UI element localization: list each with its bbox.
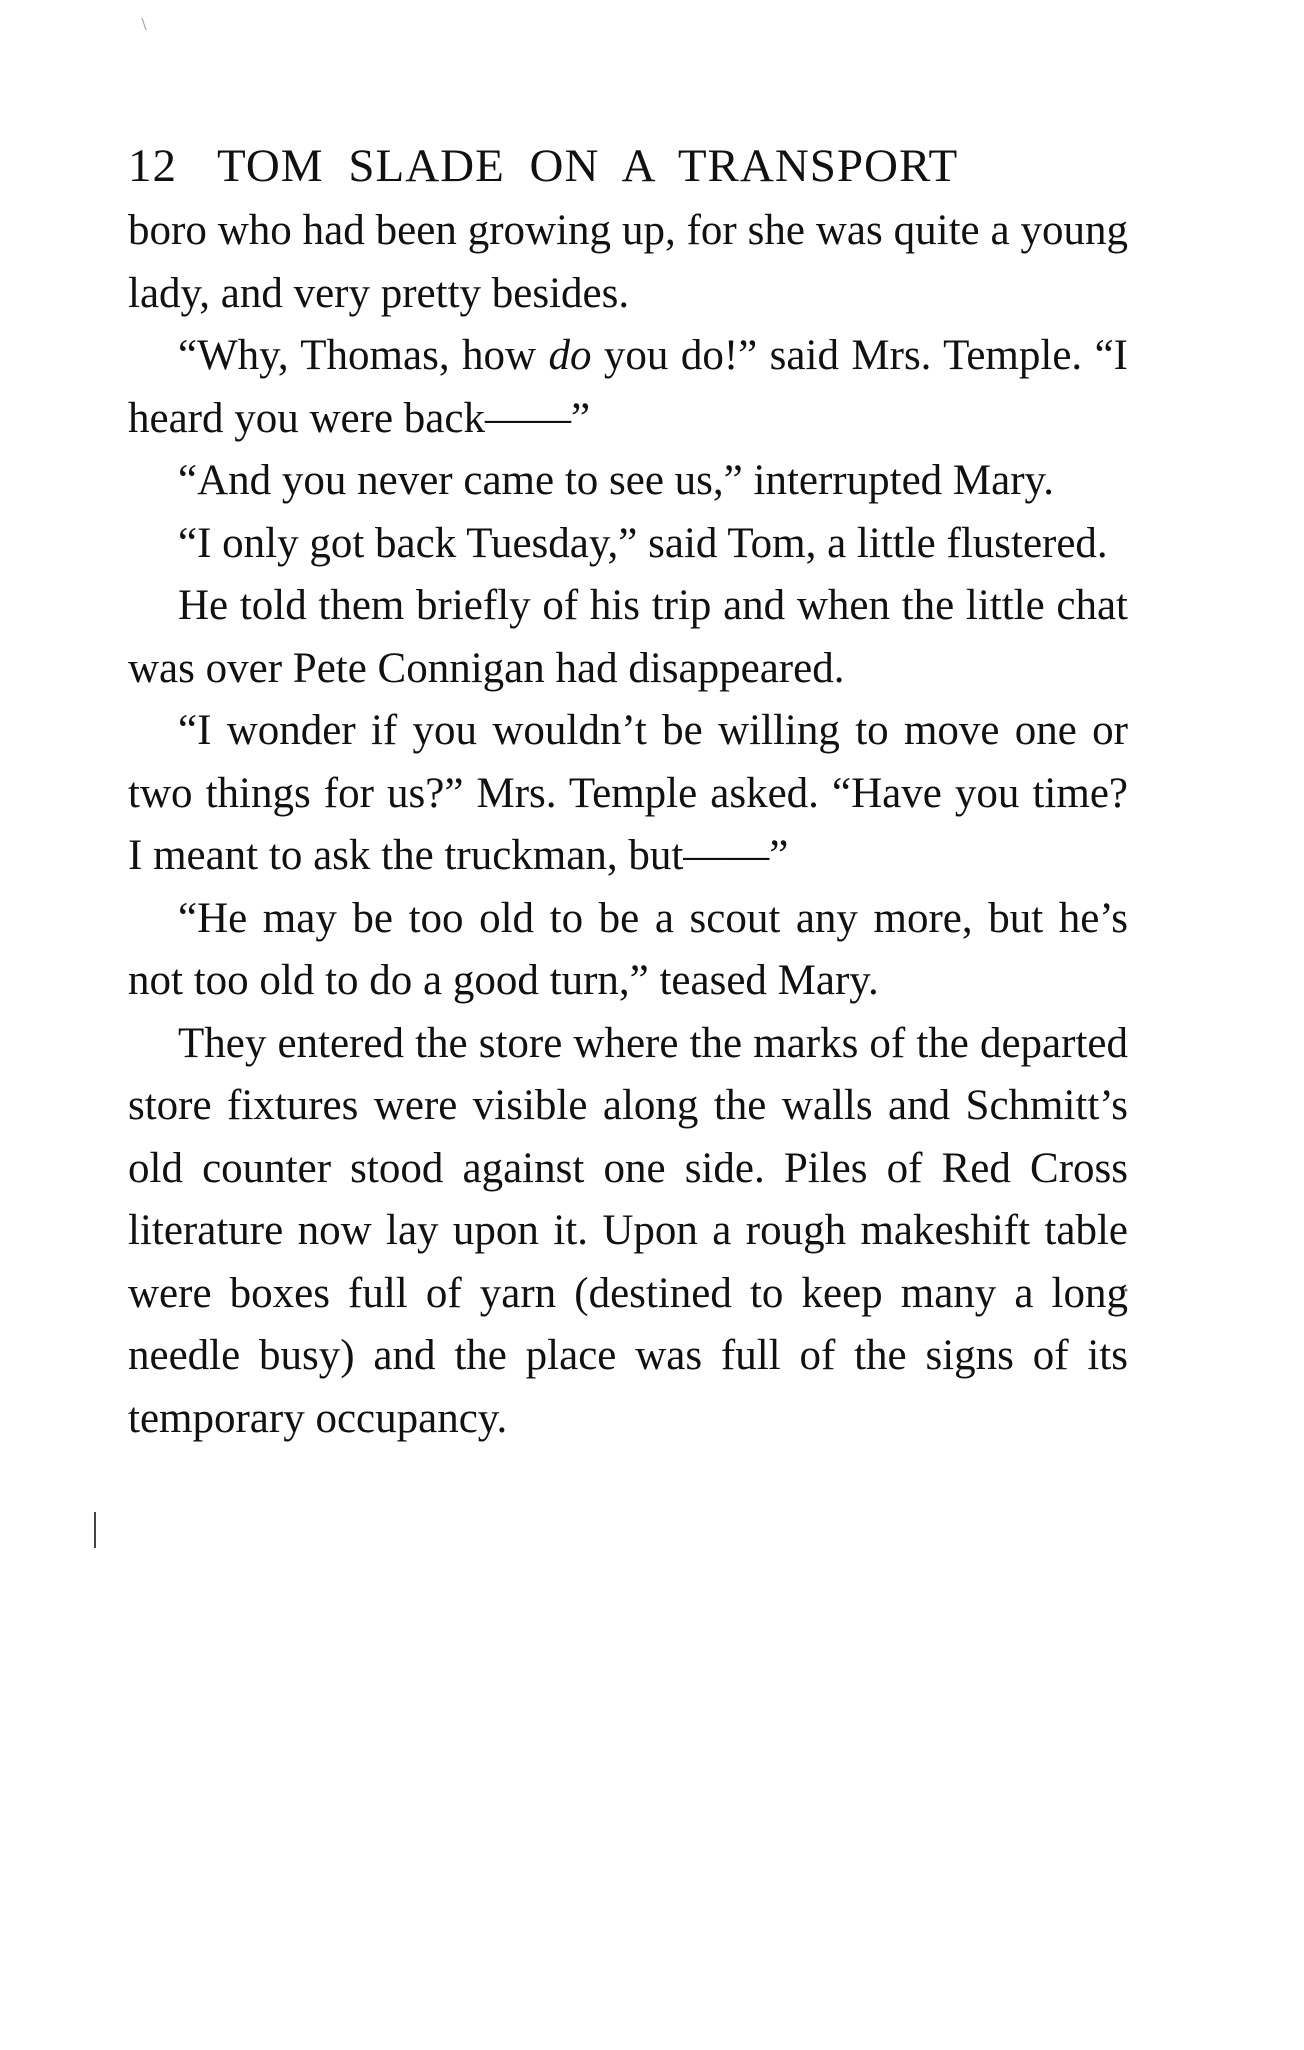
running-header	[128, 136, 1128, 196]
paragraph	[128, 450, 1128, 513]
text-segment: They entered the store where the marks of the departed store fixtures were visible along the walls and Schmitt’s old counter stood against one side. Piles of Red Cross literature now lay upon it. Upon a rough makeshift table were boxes full of yarn (destined to keep many a long needle busy) and the place was full of the signs of its temporary occupancy.	[128, 1019, 1128, 1442]
text-segment: “He may be too old to be a scout any more, but he’s not too old to do a good turn,” teased Mary.	[128, 894, 1128, 1004]
paragraph	[128, 575, 1128, 700]
text-segment: He told them briefly of his trip and when the little chat was over Pete Connigan had disappeared.	[128, 582, 1128, 692]
paragraph	[128, 325, 1128, 450]
text-segment: “And you never came to see us,” interrupted Mary.	[178, 457, 1054, 504]
speck	[142, 18, 146, 30]
paragraph	[128, 888, 1128, 1013]
body-text	[128, 200, 1128, 1450]
text-segment: boro who had been growing up, for she was quite a young lady, and very pretty besides.	[128, 207, 1128, 317]
italic-text: do	[548, 332, 592, 379]
paragraph	[128, 513, 1128, 576]
paragraph	[128, 1013, 1128, 1451]
text-segment: you do!” said Mrs. Temple. “I heard you were back——”	[128, 332, 1128, 442]
text-segment: “Why, Thomas, how	[178, 332, 549, 379]
text-segment: “I wonder if you wouldn’t be willing to move one or two things for us?” Mrs. Temple asked. “Have you time? I meant to ask the truckman, but——”	[128, 707, 1128, 879]
text-segment: “I only got back Tuesday,” said Tom, a little flustered.	[178, 519, 1108, 567]
page-number: 12	[128, 140, 177, 192]
book-page	[128, 136, 1128, 1450]
paragraph	[128, 200, 1128, 325]
paragraph	[128, 700, 1128, 888]
running-title: TOM SLADE ON A TRANSPORT	[217, 140, 959, 192]
